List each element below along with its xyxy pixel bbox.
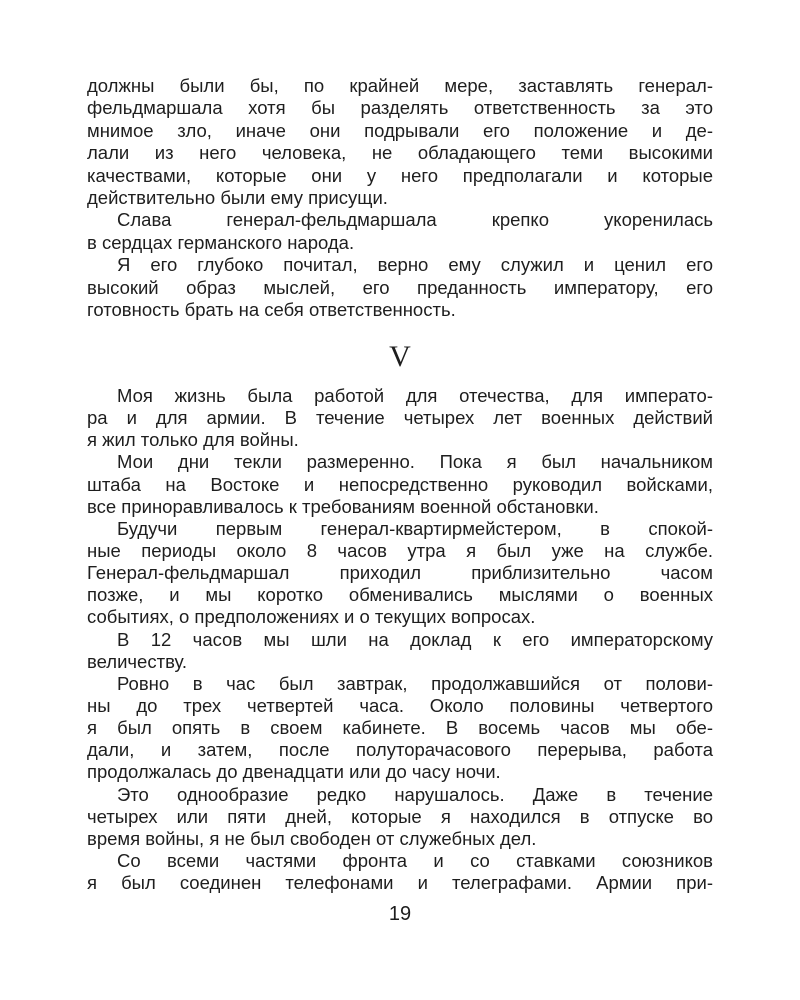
text-line: лали из него человека, не обладающего теми высокими bbox=[87, 142, 713, 164]
text-line: фельдмаршала хотя бы разделять ответственность за это bbox=[87, 97, 713, 119]
text-line: Я его глубоко почитал, верно ему служил и ценил его bbox=[117, 254, 713, 276]
text-line: позже, и мы коротко обменивались мыслями о военных bbox=[87, 584, 713, 606]
text-line: я жил только для войны. bbox=[87, 429, 299, 451]
paragraph bbox=[87, 254, 713, 321]
paragraph bbox=[87, 209, 713, 254]
paragraph bbox=[87, 385, 713, 451]
chapter-heading: V bbox=[389, 340, 411, 373]
paragraph bbox=[87, 673, 713, 784]
paragraph bbox=[87, 75, 713, 209]
text-line: ра и для армии. В течение четырех лет военных действий bbox=[87, 407, 713, 429]
text-line: Слава генерал-фельдмаршала крепко укоренилась bbox=[117, 209, 713, 231]
paragraph bbox=[87, 784, 713, 850]
text-line: Ровно в час был завтрак, продолжавшийся от полови- bbox=[117, 672, 713, 694]
text-line: ные периоды около 8 часов утра я был уже на службе. bbox=[87, 539, 713, 561]
text-line: должны были бы, по крайней мере, заставлять генерал- bbox=[87, 75, 713, 96]
text-line: я был опять в своем кабинете. В восемь часов мы обе- bbox=[87, 717, 713, 739]
text-line: в сердцах германского народа. bbox=[87, 231, 355, 253]
text-line: высокий образ мыслей, его преданность императору, его bbox=[87, 276, 713, 298]
text-line: дали, и затем, после полуторачасового перерыва, работа bbox=[87, 739, 713, 761]
text-line: Это однообразие редко нарушалось. Даже в течение bbox=[117, 783, 713, 805]
text-line: штаба на Востоке и непосредственно руководил войсками, bbox=[87, 473, 713, 495]
paragraph bbox=[87, 518, 713, 629]
page-number: 19 bbox=[388, 903, 412, 925]
text-line: все приноравливалось к требованиям военной обстановки. bbox=[87, 495, 599, 517]
text-line: В 12 часов мы шли на доклад к его императорскому bbox=[117, 628, 713, 650]
paragraph bbox=[87, 850, 713, 894]
text-block-chapter-v bbox=[87, 385, 713, 894]
paragraph bbox=[87, 451, 713, 517]
text-line: Моя жизнь была работой для отечества, для императо- bbox=[117, 385, 713, 406]
text-line: четырех или пяти дней, которые я находился в отпуске во bbox=[87, 805, 713, 827]
text-line: Будучи первым генерал-квартирмейстером, в спокой- bbox=[117, 517, 713, 539]
text-line: время войны, я не был свободен от служебных дел. bbox=[87, 827, 537, 849]
text-line: событиях, о предположениях и о текущих вопросах. bbox=[87, 606, 536, 628]
text-line: действительно были ему присущи. bbox=[87, 186, 388, 208]
text-block-before-chapter bbox=[87, 75, 713, 321]
text-line: готовность брать на себя ответственность. bbox=[87, 298, 456, 320]
text-line: качествами, которые они у него предполагали и которые bbox=[87, 164, 713, 186]
text-line: Со всеми частями фронта и со ставками союзников bbox=[117, 849, 713, 871]
paragraph bbox=[87, 629, 713, 673]
text-line: ны до трех четвертей часа. Около половины четвертого bbox=[87, 694, 713, 716]
text-line: продолжалась до двенадцати или до часу ночи. bbox=[87, 761, 501, 783]
text-line: мнимое зло, иначе они подрывали его положение и де- bbox=[87, 119, 713, 141]
text-line: Генерал-фельдмаршал приходил приблизительно часом bbox=[87, 562, 713, 584]
text-line: Мои дни текли размеренно. Пока я был начальником bbox=[117, 451, 713, 473]
text-line: величеству. bbox=[87, 650, 188, 672]
text-line: я был соединен телефонами и телеграфами. Армии при- bbox=[87, 872, 713, 894]
